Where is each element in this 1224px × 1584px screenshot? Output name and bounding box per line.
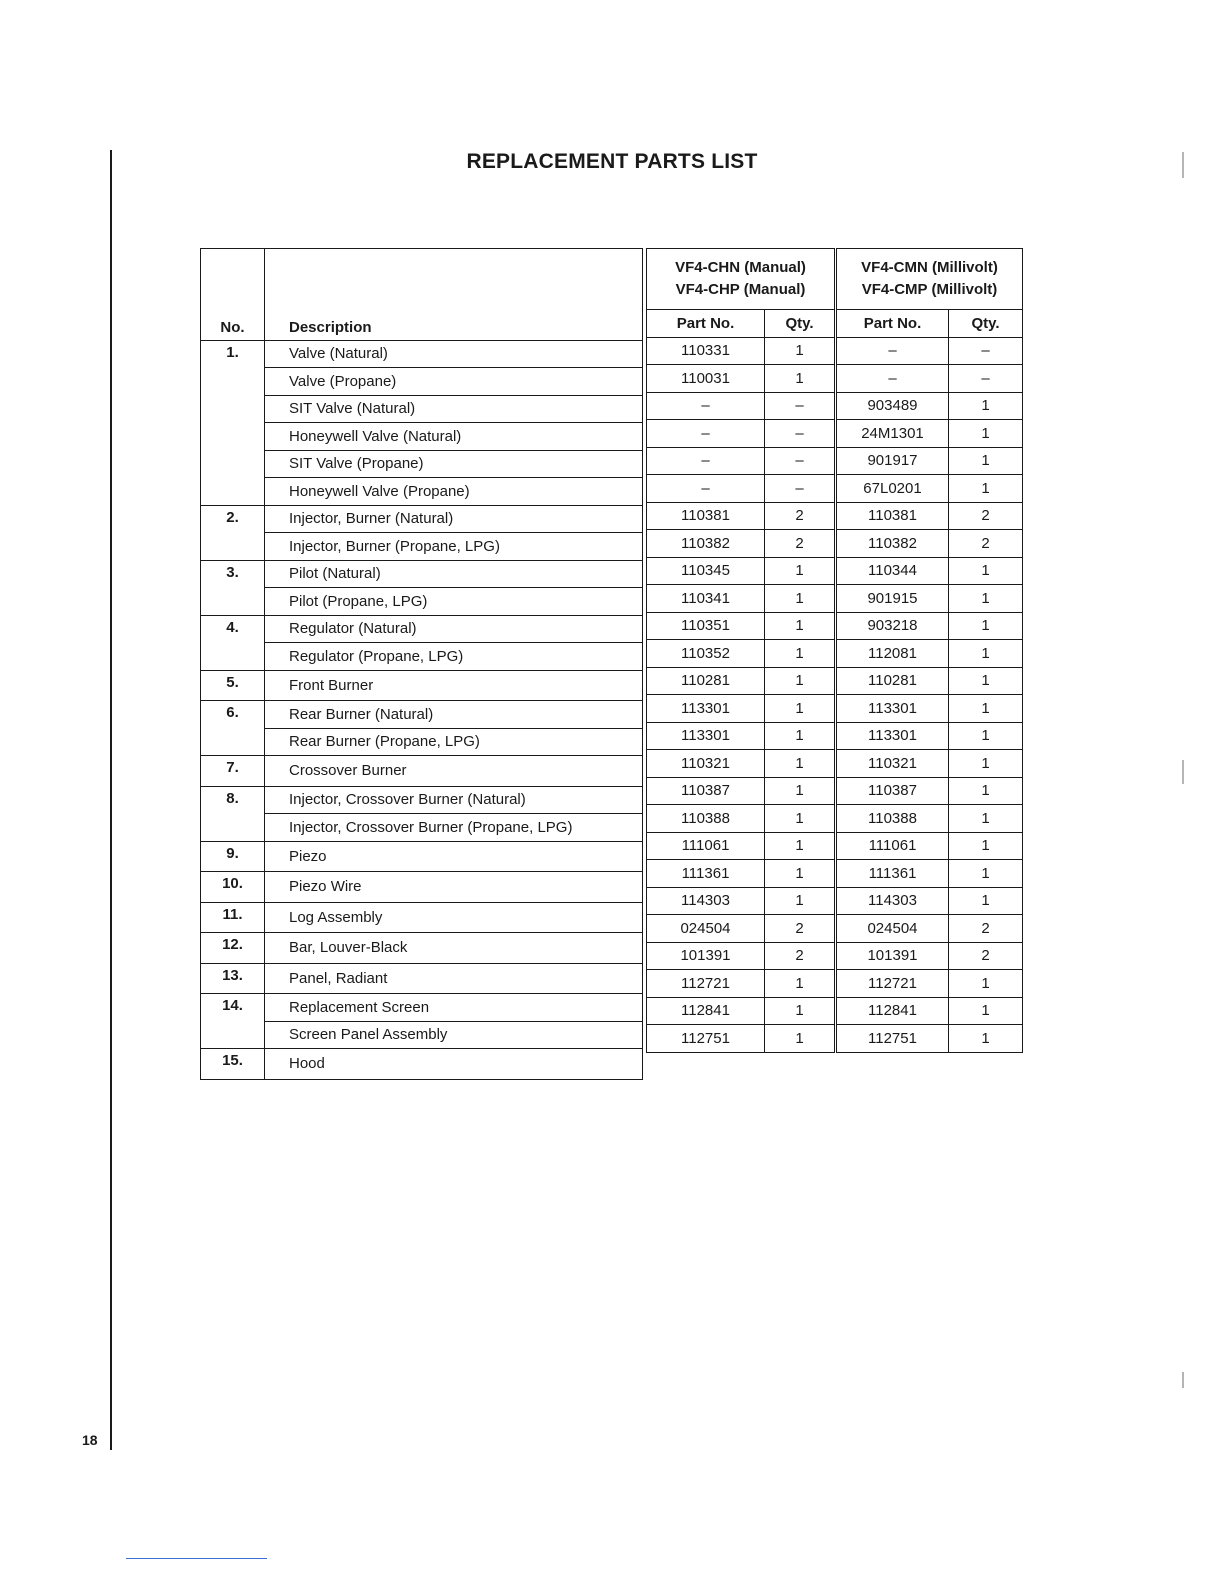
table-row (201, 1049, 643, 1080)
item-number: 13. (201, 963, 265, 994)
table-row (647, 392, 835, 420)
millivolt-quantity: 1 (949, 1025, 1023, 1053)
header-no-spacer (201, 249, 265, 310)
table-row (837, 970, 1023, 998)
millivolt-part-number: 110387 (837, 777, 949, 805)
millivolt-quantity: 2 (949, 915, 1023, 943)
item-number: 2. (201, 505, 265, 560)
millivolt-part-number: 024504 (837, 915, 949, 943)
header-millivolt-qty: Qty. (949, 310, 1023, 338)
millivolt-quantity: 1 (949, 667, 1023, 695)
table-row (201, 841, 643, 872)
manual-part-number: 110351 (647, 612, 765, 640)
manual-quantity: – (765, 420, 835, 448)
item-description: Log Assembly (265, 902, 643, 933)
millivolt-quantity: – (949, 337, 1023, 365)
item-number: 8. (201, 786, 265, 841)
manual-part-number: 113301 (647, 722, 765, 750)
parts-table-manual (646, 248, 835, 1053)
manual-part-number: 110387 (647, 777, 765, 805)
table-row (201, 368, 643, 396)
table-row (837, 640, 1023, 668)
table-row (201, 872, 643, 903)
table-row (837, 420, 1023, 448)
table-row (201, 423, 643, 451)
manual-quantity: 2 (765, 915, 835, 943)
table-row (647, 915, 835, 943)
table-row (647, 805, 835, 833)
manual-part-number: – (647, 420, 765, 448)
header-row-manual-sub (647, 310, 835, 338)
millivolt-part-number: 67L0201 (837, 475, 949, 503)
manual-part-number: 111061 (647, 832, 765, 860)
manual-quantity: 1 (765, 970, 835, 998)
table-row (837, 695, 1023, 723)
table-row (201, 994, 643, 1022)
item-description: Front Burner (265, 670, 643, 701)
item-description: Piezo Wire (265, 872, 643, 903)
millivolt-part-number: 112751 (837, 1025, 949, 1053)
table-row (647, 887, 835, 915)
table-row (837, 832, 1023, 860)
table-row (647, 447, 835, 475)
table-row (201, 533, 643, 561)
scan-mark-right-bottom (1182, 1372, 1184, 1388)
item-number: 9. (201, 841, 265, 872)
millivolt-part-number: 24M1301 (837, 420, 949, 448)
millivolt-part-number: 110381 (837, 502, 949, 530)
manual-quantity: 1 (765, 1025, 835, 1053)
table-row (837, 365, 1023, 393)
manual-part-number: 101391 (647, 942, 765, 970)
manual-model-line-2: VF4-CHP (Manual) (675, 281, 806, 298)
table-row (201, 963, 643, 994)
header-description-spacer (265, 249, 643, 310)
manual-quantity: 1 (765, 585, 835, 613)
table-row (647, 502, 835, 530)
table-row (647, 777, 835, 805)
manual-quantity: 1 (765, 722, 835, 750)
manual-quantity: – (765, 447, 835, 475)
millivolt-part-number: 113301 (837, 695, 949, 723)
table-row (837, 530, 1023, 558)
header-millivolt-part-no: Part No. (837, 310, 949, 338)
header-manual-qty: Qty. (765, 310, 835, 338)
table-row (837, 805, 1023, 833)
table-row (201, 478, 643, 506)
millivolt-quantity: 1 (949, 475, 1023, 503)
manual-part-number: – (647, 447, 765, 475)
table-row (647, 667, 835, 695)
manual-quantity: 1 (765, 887, 835, 915)
item-description: Regulator (Natural) (265, 615, 643, 643)
millivolt-part-number: 110344 (837, 557, 949, 585)
manual-part-number: 110388 (647, 805, 765, 833)
item-number: 12. (201, 933, 265, 964)
manual-quantity: 1 (765, 640, 835, 668)
scan-edge-line (126, 1558, 267, 1559)
table-row (647, 337, 835, 365)
header-millivolt-models (837, 249, 1023, 310)
table-row (837, 447, 1023, 475)
table-row (837, 502, 1023, 530)
table-row (647, 722, 835, 750)
millivolt-model-line-1: VF4-CMN (Millivolt) (861, 259, 998, 276)
table-row (837, 887, 1023, 915)
table-row (837, 997, 1023, 1025)
millivolt-quantity: 1 (949, 777, 1023, 805)
table-row (201, 786, 643, 814)
manual-part-number: 112841 (647, 997, 765, 1025)
manual-quantity: – (765, 475, 835, 503)
page-margin-rule (110, 150, 112, 1450)
millivolt-quantity: 1 (949, 585, 1023, 613)
item-number: 4. (201, 615, 265, 670)
table-row (201, 340, 643, 368)
manual-part-number: 110381 (647, 502, 765, 530)
table-row (647, 530, 835, 558)
table-row (837, 667, 1023, 695)
manual-part-number: 110341 (647, 585, 765, 613)
header-row-top (201, 249, 643, 310)
manual-part-number: 110321 (647, 750, 765, 778)
manual-quantity: 1 (765, 612, 835, 640)
table-row (647, 860, 835, 888)
millivolt-part-number: 110388 (837, 805, 949, 833)
scan-mark-right-middle (1182, 760, 1184, 784)
item-description: Regulator (Propane, LPG) (265, 643, 643, 671)
table-row (837, 612, 1023, 640)
manual-quantity: 1 (765, 667, 835, 695)
table-row (647, 585, 835, 613)
header-no: No. (201, 309, 265, 340)
page-number: 18 (82, 1432, 98, 1448)
table-row (647, 640, 835, 668)
millivolt-part-number: 111361 (837, 860, 949, 888)
manual-part-number: 110382 (647, 530, 765, 558)
manual-quantity: 1 (765, 777, 835, 805)
item-number: 11. (201, 902, 265, 933)
item-description: Rear Burner (Propane, LPG) (265, 728, 643, 756)
manual-part-number: 110281 (647, 667, 765, 695)
manual-part-number: 114303 (647, 887, 765, 915)
item-description: Crossover Burner (265, 756, 643, 787)
table-row (201, 728, 643, 756)
manual-quantity: 1 (765, 997, 835, 1025)
table-row (837, 860, 1023, 888)
manual-quantity: 1 (765, 750, 835, 778)
table-row (647, 695, 835, 723)
millivolt-part-number: 903489 (837, 392, 949, 420)
manual-part-number: 113301 (647, 695, 765, 723)
table-row (837, 777, 1023, 805)
manual-quantity: – (765, 392, 835, 420)
millivolt-quantity: 2 (949, 502, 1023, 530)
millivolt-model-line-2: VF4-CMP (Millivolt) (861, 281, 998, 298)
manual-part-number: – (647, 392, 765, 420)
millivolt-quantity: 1 (949, 750, 1023, 778)
item-number: 3. (201, 560, 265, 615)
table-row (837, 942, 1023, 970)
item-description: Honeywell Valve (Natural) (265, 423, 643, 451)
millivolt-part-number: – (837, 337, 949, 365)
millivolt-part-number: 101391 (837, 942, 949, 970)
table-row (837, 337, 1023, 365)
header-description: Description (265, 309, 643, 340)
header-row-labels (201, 309, 643, 340)
item-description: Hood (265, 1049, 643, 1080)
item-description: Piezo (265, 841, 643, 872)
table-row (201, 395, 643, 423)
table-row (647, 557, 835, 585)
item-description: Replacement Screen (265, 994, 643, 1022)
table-row (201, 814, 643, 842)
manual-quantity: 1 (765, 365, 835, 393)
manual-quantity: 2 (765, 942, 835, 970)
item-description: Rear Burner (Natural) (265, 701, 643, 729)
item-description: Pilot (Natural) (265, 560, 643, 588)
item-description: SIT Valve (Propane) (265, 450, 643, 478)
table-row (201, 615, 643, 643)
millivolt-quantity: – (949, 365, 1023, 393)
item-description: Pilot (Propane, LPG) (265, 588, 643, 616)
millivolt-part-number: – (837, 365, 949, 393)
table-row (647, 832, 835, 860)
table-row (837, 392, 1023, 420)
millivolt-quantity: 1 (949, 722, 1023, 750)
millivolt-quantity: 1 (949, 420, 1023, 448)
millivolt-quantity: 1 (949, 695, 1023, 723)
table-row (201, 588, 643, 616)
item-description: SIT Valve (Natural) (265, 395, 643, 423)
table-row (837, 750, 1023, 778)
table-row (201, 1021, 643, 1049)
millivolt-quantity: 1 (949, 447, 1023, 475)
millivolt-quantity: 1 (949, 832, 1023, 860)
millivolt-quantity: 1 (949, 970, 1023, 998)
parts-table-millivolt (836, 248, 1023, 1053)
table-row (201, 933, 643, 964)
manual-part-number: 110331 (647, 337, 765, 365)
item-description: Injector, Crossover Burner (Propane, LPG) (265, 814, 643, 842)
millivolt-part-number: 113301 (837, 722, 949, 750)
header-manual-models (647, 249, 835, 310)
parts-table-description (200, 248, 643, 1080)
table-row (201, 701, 643, 729)
millivolt-part-number: 112081 (837, 640, 949, 668)
table-row (837, 1025, 1023, 1053)
manual-part-number: 111361 (647, 860, 765, 888)
table-row (647, 420, 835, 448)
item-number: 15. (201, 1049, 265, 1080)
item-number: 7. (201, 756, 265, 787)
millivolt-part-number: 112841 (837, 997, 949, 1025)
millivolt-part-number: 111061 (837, 832, 949, 860)
manual-part-number: 110345 (647, 557, 765, 585)
manual-model-line-1: VF4-CHN (Manual) (675, 259, 806, 276)
page-title: REPLACEMENT PARTS LIST (466, 150, 758, 173)
item-description: Valve (Propane) (265, 368, 643, 396)
manual-part-number: 112721 (647, 970, 765, 998)
manual-quantity: 1 (765, 860, 835, 888)
table-row (201, 756, 643, 787)
millivolt-part-number: 901915 (837, 585, 949, 613)
header-row-millivolt-models (837, 249, 1023, 310)
millivolt-quantity: 1 (949, 392, 1023, 420)
millivolt-part-number: 110281 (837, 667, 949, 695)
item-number: 10. (201, 872, 265, 903)
item-description: Screen Panel Assembly (265, 1021, 643, 1049)
header-row-millivolt-sub (837, 310, 1023, 338)
table-row (647, 970, 835, 998)
table-row (837, 557, 1023, 585)
millivolt-quantity: 1 (949, 805, 1023, 833)
item-number: 5. (201, 670, 265, 701)
manual-part-number: 110031 (647, 365, 765, 393)
table-row (201, 643, 643, 671)
item-number: 6. (201, 701, 265, 756)
millivolt-part-number: 114303 (837, 887, 949, 915)
table-row (647, 750, 835, 778)
manual-quantity: 1 (765, 695, 835, 723)
millivolt-quantity: 1 (949, 612, 1023, 640)
item-description: Injector, Burner (Natural) (265, 505, 643, 533)
manual-part-number: – (647, 475, 765, 503)
millivolt-part-number: 903218 (837, 612, 949, 640)
manual-quantity: 2 (765, 530, 835, 558)
table-row (837, 915, 1023, 943)
manual-quantity: 1 (765, 557, 835, 585)
table-row (201, 902, 643, 933)
table-row (201, 560, 643, 588)
table-row (837, 722, 1023, 750)
millivolt-quantity: 1 (949, 860, 1023, 888)
item-description: Injector, Burner (Propane, LPG) (265, 533, 643, 561)
millivolt-quantity: 2 (949, 942, 1023, 970)
manual-quantity: 1 (765, 337, 835, 365)
header-row-manual-models (647, 249, 835, 310)
manual-quantity: 1 (765, 805, 835, 833)
millivolt-part-number: 110382 (837, 530, 949, 558)
millivolt-quantity: 1 (949, 887, 1023, 915)
millivolt-part-number: 110321 (837, 750, 949, 778)
millivolt-quantity: 2 (949, 530, 1023, 558)
table-row (647, 1025, 835, 1053)
manual-quantity: 2 (765, 502, 835, 530)
item-description: Valve (Natural) (265, 340, 643, 368)
table-row (201, 505, 643, 533)
header-manual-part-no: Part No. (647, 310, 765, 338)
table-row (201, 450, 643, 478)
manual-part-number: 110352 (647, 640, 765, 668)
item-description: Panel, Radiant (265, 963, 643, 994)
item-number: 1. (201, 340, 265, 505)
manual-quantity: 1 (765, 832, 835, 860)
table-row (201, 670, 643, 701)
millivolt-quantity: 1 (949, 997, 1023, 1025)
table-row (837, 585, 1023, 613)
millivolt-quantity: 1 (949, 640, 1023, 668)
table-row (837, 475, 1023, 503)
millivolt-part-number: 112721 (837, 970, 949, 998)
table-row (647, 997, 835, 1025)
millivolt-quantity: 1 (949, 557, 1023, 585)
item-number: 14. (201, 994, 265, 1049)
item-description: Honeywell Valve (Propane) (265, 478, 643, 506)
manual-part-number: 112751 (647, 1025, 765, 1053)
item-description: Bar, Louver-Black (265, 933, 643, 964)
millivolt-part-number: 901917 (837, 447, 949, 475)
item-description: Injector, Crossover Burner (Natural) (265, 786, 643, 814)
table-row (647, 365, 835, 393)
table-row (647, 475, 835, 503)
table-row (647, 612, 835, 640)
manual-part-number: 024504 (647, 915, 765, 943)
table-row (647, 942, 835, 970)
